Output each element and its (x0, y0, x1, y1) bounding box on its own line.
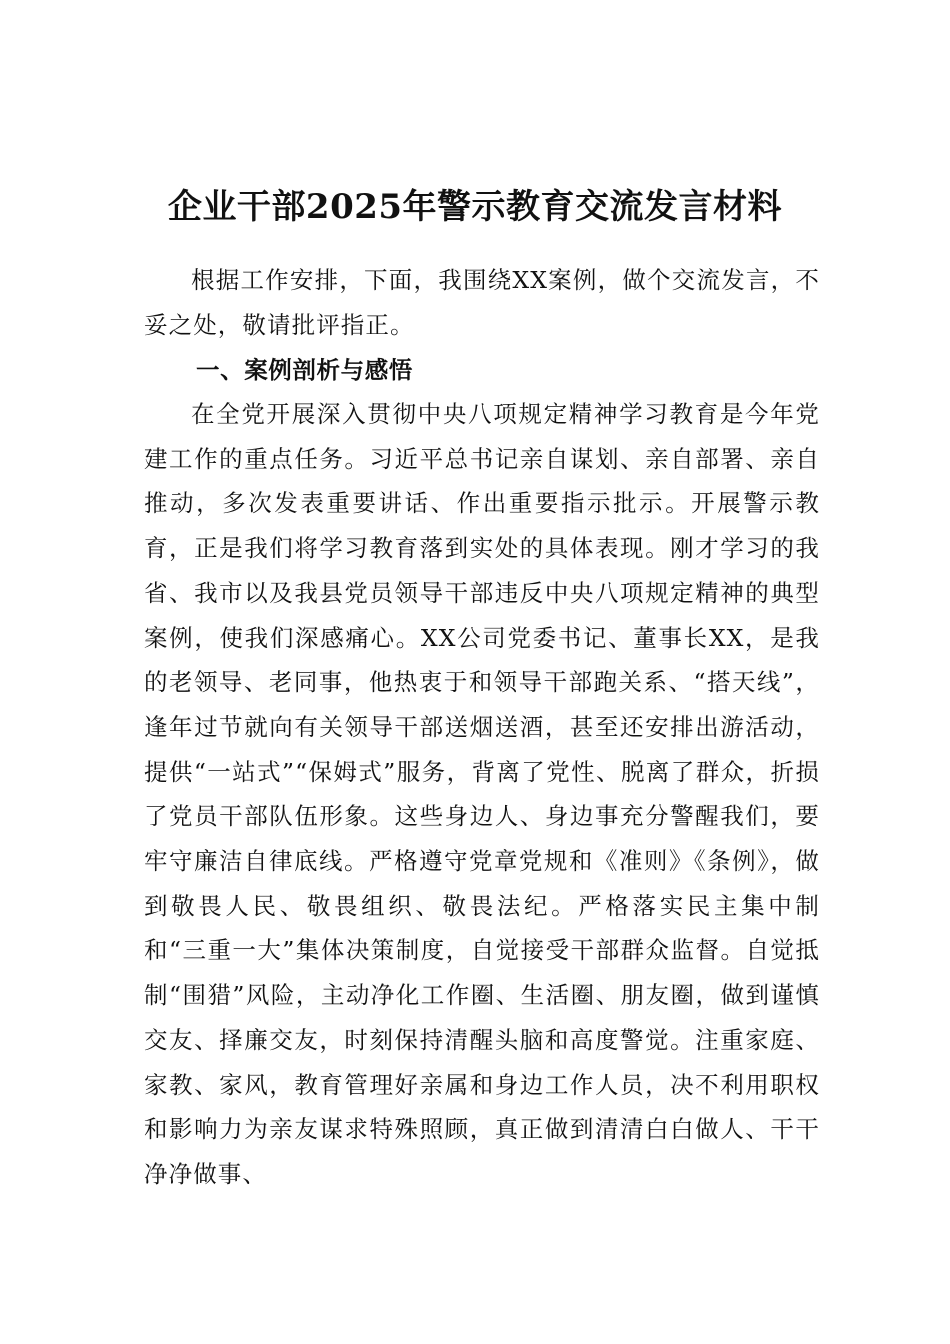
document-title: 企业干部2025年警示教育交流发言材料 (167, 186, 783, 227)
body-paragraph: 在全党开展深入贯彻中央八项规定精神学习教育是今年党建工作的重点任务。习近平总书记亲自谋划、亲自部署、亲自推动，多次发表重要讲话、作出重要指示批示。开展警示教育，正是我们将学习教育落到实处的具体表现。刚才学习的我省、我市以及我县党员领导干部违反中央八项规定精神的典型案例，使我们深感痛心。XX公司党委书记、董事长XX，是我的老领导、老同事，他热衷于和领导干部跑关系、“搭天线”，逢年过节就向有关领导干部送烟送酒，甚至还安排出游活动，提供“一站式”“保姆式”服务，背离了党性、脱离了群众，折损了党员干部队伍形象。这些身边人、身边事充分警醒我们，要牢守廉洁自律底线。严格遵守党章党规和《准则》《条例》，做到敬畏人民、敬畏组织、敬畏法纪。严格落实民主集中制和“三重一大”集体决策制度，自觉接受干部群众监督。自觉抵制“围猎”风险，主动净化工作圈、生活圈、朋友圈，做到谨慎交友、择廉交友，时刻保持清醒头脑和高度警觉。注重家庭、家教、家风，教育管理好亲属和身边工作人员，决不利用职权和影响力为亲友谋求特殊照顾，真正做到清清白白做人、干干净净做事、 (144, 400, 820, 1188)
intro-paragraph: 根据工作安排，下面，我围绕XX案例，做个交流发言，不妥之处，敬请批评指正。 (144, 266, 820, 339)
section-heading: 一、案例剖析与感悟 (196, 356, 413, 384)
